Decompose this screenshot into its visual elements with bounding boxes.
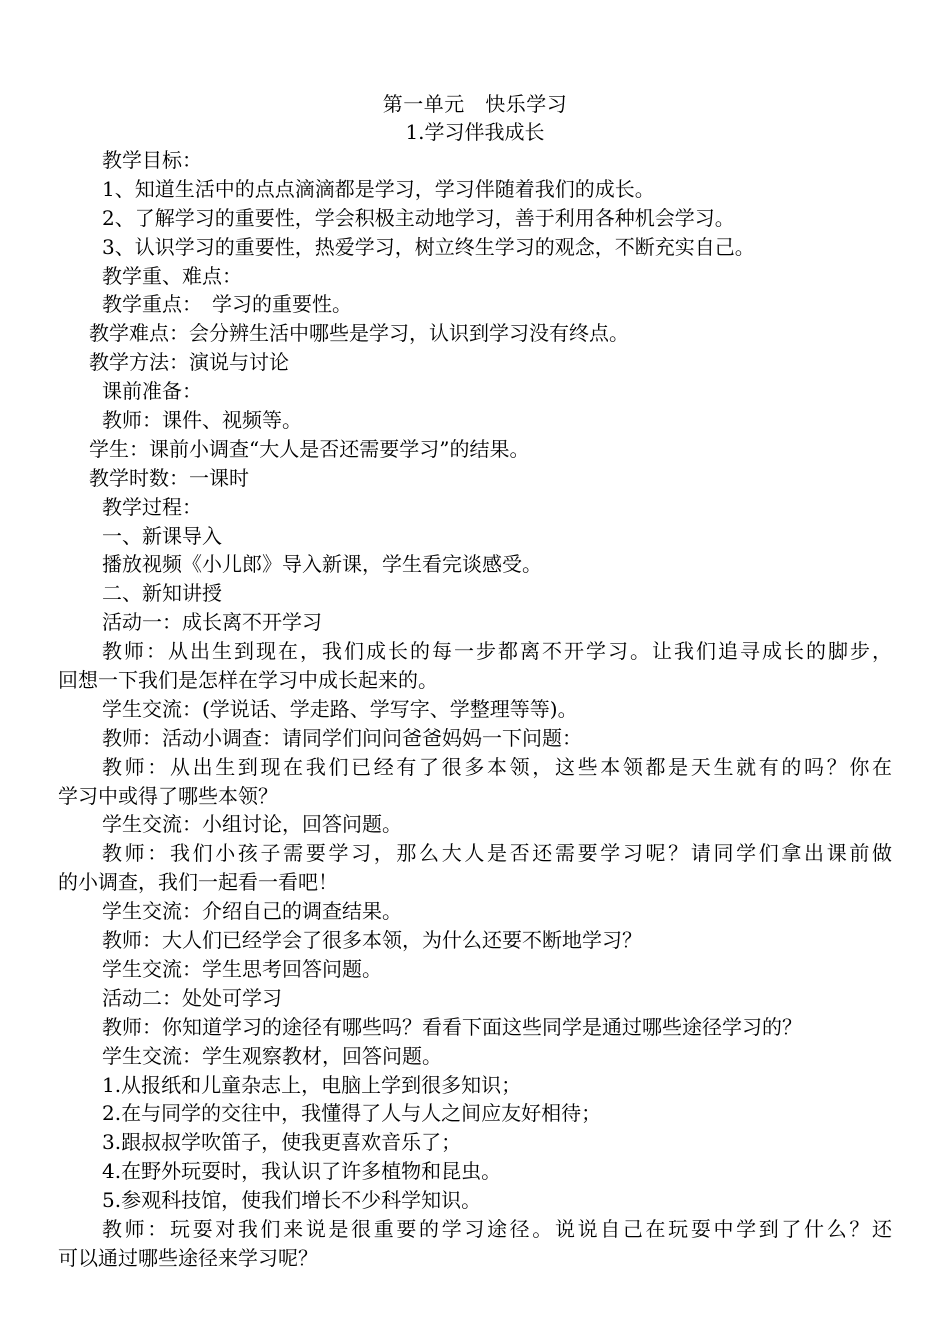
class-hours: 教学时数：一课时 (89, 465, 249, 490)
paragraph-line: 播放视频《小儿郎》导入新课，学生看完谈感受。 (102, 552, 542, 577)
paragraph-line: 教师：从出生到现在，我们成长的每一步都离不开学习。让我们追寻成长的脚步， (102, 639, 892, 664)
section-heading: 一、新课导入 (102, 523, 222, 548)
heading-key-points: 教学重、难点： (102, 263, 242, 288)
list-item: 4.在野外玩耍时，我认识了许多植物和昆虫。 (102, 1159, 502, 1184)
student-preparation: 学生：课前小调查“大人是否还需要学习”的结果。 (89, 436, 530, 461)
paragraph-line: 学生交流：学生观察教材，回答问题。 (102, 1043, 442, 1068)
paragraph-line: 教师：大人们已经学会了很多本领，为什么还要不断地学习？ (102, 928, 642, 953)
heading-preparation: 课前准备： (102, 379, 202, 404)
activity-heading: 活动二：处处可学习 (102, 985, 282, 1010)
paragraph-line: 学生交流：(学说话、学走路、学写字、学整理等等)。 (102, 696, 578, 721)
list-item: 2.在与同学的交往中，我懂得了人与人之间应友好相待； (102, 1101, 602, 1126)
goal-item: 3、认识学习的重要性，热爱学习，树立终生学习的观念，不断充实自己。 (102, 234, 755, 259)
list-item: 3.跟叔叔学吹笛子，使我更喜欢音乐了； (102, 1130, 462, 1155)
lesson-title: 1.学习伴我成长 (405, 120, 545, 144)
paragraph-line: 教师：我们小孩子需要学习，那么大人是否还需要学习呢？请同学们拿出课前做 (102, 841, 892, 866)
paragraph-line: 回想一下我们是怎样在学习中成长起来的。 (58, 668, 438, 693)
paragraph-line: 教师：活动小调查：请同学们问问爸爸妈妈一下问题： (102, 725, 582, 750)
heading-teaching-goals: 教学目标： (102, 148, 202, 172)
teacher-preparation: 教师：课件、视频等。 (102, 408, 302, 433)
paragraph-line: 学习中或得了哪些本领？ (58, 783, 278, 808)
paragraph-line: 学生交流：小组讨论，回答问题。 (102, 812, 402, 837)
key-point: 教学重点： 学习的重要性。 (102, 292, 352, 317)
paragraph-line: 学生交流：介绍自己的调查结果。 (102, 899, 402, 924)
heading-process: 教学过程： (102, 494, 202, 519)
list-item: 5.参观科技馆，使我们增长不少科学知识。 (102, 1188, 482, 1213)
section-heading: 二、新知讲授 (102, 581, 222, 606)
goal-item: 2、了解学习的重要性，学会积极主动地学习，善于利用各种机会学习。 (102, 205, 735, 230)
paragraph-line: 的小调查，我们一起看一看吧！ (58, 870, 338, 895)
goal-item: 1、知道生活中的点点滴滴都是学习，学习伴随着我们的成长。 (102, 176, 655, 201)
paragraph-line: 可以通过哪些途径来学习呢？ (58, 1245, 318, 1270)
paragraph-line: 教师：玩耍对我们来说是很重要的学习途径。说说自己在玩耍中学到了什么？还 (102, 1216, 892, 1241)
teaching-method: 教学方法：演说与讨论 (89, 350, 289, 375)
paragraph-line: 教师：从出生到现在我们已经有了很多本领，这些本领都是天生就有的吗？你在 (102, 754, 892, 779)
list-item: 1.从报纸和儿童杂志上，电脑上学到很多知识； (102, 1072, 522, 1097)
difficult-point: 教学难点：会分辨生活中哪些是学习，认识到学习没有终点。 (89, 321, 629, 346)
paragraph-line: 教师：你知道学习的途径有哪些吗？看看下面这些同学是通过哪些途径学习的？ (102, 1014, 802, 1039)
unit-title: 第一单元 快乐学习 (382, 92, 568, 116)
paragraph-line: 学生交流：学生思考回答问题。 (102, 956, 382, 981)
activity-heading: 活动一：成长离不开学习 (102, 610, 322, 635)
lesson-body (58, 146, 892, 1273)
